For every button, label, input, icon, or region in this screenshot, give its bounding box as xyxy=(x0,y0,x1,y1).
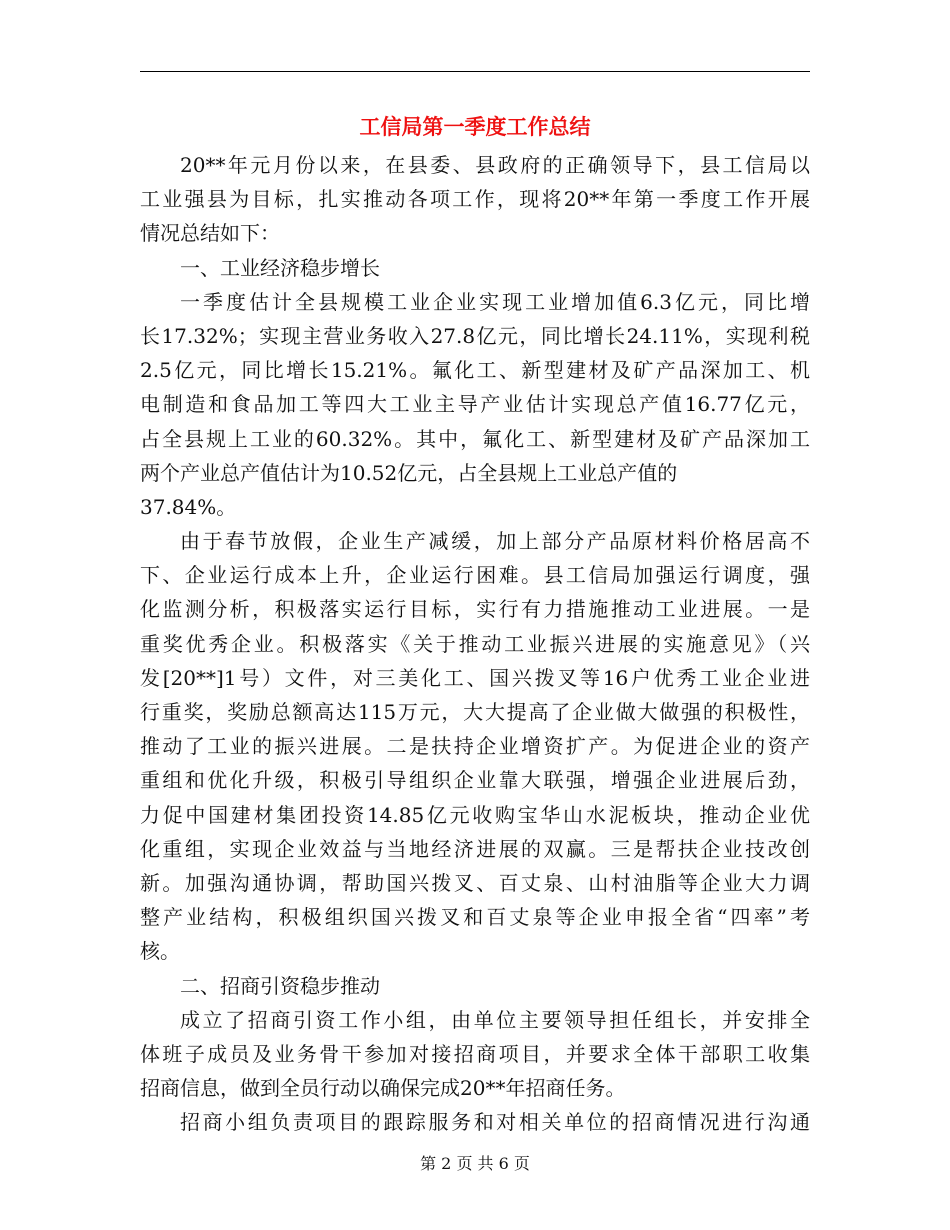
text-line: 重奖优秀企业。积极落实《关于推动工业振兴进展的实施意见》（兴 xyxy=(140,631,810,656)
section-heading: 二、招商引资稳步推动 xyxy=(180,973,380,998)
text-line: 行重奖，奖励总额高达115万元，大大提高了企业做大做强的积极性， xyxy=(140,700,810,724)
text-line: 化监测分析，积极落实运行目标，实行有力措施推动工业进展。一是 xyxy=(140,597,810,622)
text-line: 核。 xyxy=(140,939,180,964)
header-rule xyxy=(140,71,810,72)
text-line: 情况总结如下： xyxy=(140,221,280,246)
text-line: 整产业结构，积极组织国兴拨叉和百丈泉等企业申报全省“四率”考 xyxy=(140,905,810,930)
text-line: 电制造和食品加工等四大工业主导产业估计实现总产值16.77亿元， xyxy=(140,392,810,417)
text-line: 推动了工业的振兴进展。二是扶持企业增资扩产。为促进企业的资产 xyxy=(140,734,810,759)
text-line: 占全县规上工业的60.32%。其中，氟化工、新型建材及矿产品深加工 xyxy=(140,426,810,451)
text-line: 成立了招商引资工作小组，由单位主要领导担任组长，并安排全 xyxy=(180,1007,810,1032)
text-line: 长17.32%；实现主营业务收入27.8亿元，同比增长24.11%，实现利税 xyxy=(140,323,810,348)
text-line: 工业强县为目标，扎实推动各项工作，现将20**年第一季度工作开展 xyxy=(140,187,810,212)
text-line: 力促中国建材集团投资14.85亿元收购宝华山水泥板块，推动企业优 xyxy=(140,802,810,827)
text-line: 20**年元月份以来，在县委、县政府的正确领导下，县工信局以 xyxy=(180,153,810,177)
page-number-footer: 第 2 页 共 6 页 xyxy=(420,1154,530,1173)
text-line: 2.5亿元，同比增长15.21%。氟化工、新型建材及矿产品深加工、机 xyxy=(140,358,810,383)
text-line: 37.84%。 xyxy=(140,494,237,519)
text-line: 体班子成员及业务骨干参加对接招商项目，并要求全体干部职工收集 xyxy=(140,1041,810,1066)
text-line: 下、企业运行成本上升，企业运行困难。县工信局加强运行调度，强 xyxy=(140,563,810,588)
text-line: 两个产业总产值估计为10.52亿元，占全县规上工业总产值的 xyxy=(140,460,678,485)
text-line: 招商小组负责项目的跟踪服务和对相关单位的招商情况进行沟通 xyxy=(180,1110,810,1135)
text-line: 由于春节放假，企业生产减缓，加上部分产品原材料价格居高不 xyxy=(180,529,810,554)
document-body xyxy=(140,148,810,1139)
text-line: 招商信息，做到全员行动以确保完成20**年招商任务。 xyxy=(140,1076,626,1101)
text-line: 新。加强沟通协调，帮助国兴拨叉、百丈泉、山村油脂等企业大力调 xyxy=(140,870,810,895)
section-heading: 一、工业经济稳步增长 xyxy=(180,255,380,280)
text-line: 重组和优化升级，积极引导组织企业靠大联强，增强企业进展后劲， xyxy=(140,768,810,793)
document-title: 工信局第一季度工作总结 xyxy=(359,115,591,139)
text-line: 发[20**]1号）文件，对三美化工、国兴拨叉等16户优秀工业企业进 xyxy=(140,665,810,690)
text-line: 化重组，实现企业效益与当地经济进展的双赢。三是帮扶企业技改创 xyxy=(140,836,810,861)
text-line: 一季度估计全县规模工业企业实现工业增加值6.3亿元，同比增 xyxy=(180,289,810,314)
